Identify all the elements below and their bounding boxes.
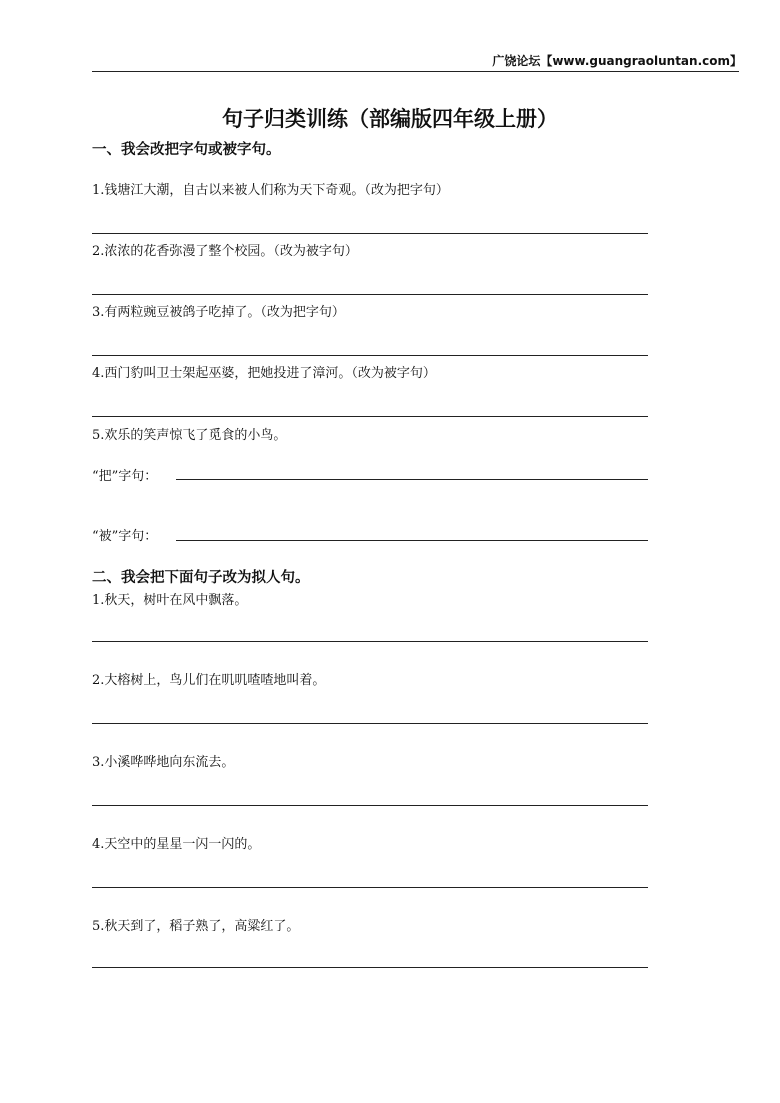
header-site-text: 广饶论坛【www.guangraoluntan.com】 [492, 54, 742, 68]
bei-sentence-answer-line[interactable] [176, 540, 648, 541]
question-1-4: 4.西门豹叫卫士架起巫婆，把她投进了漳河。（改为被字句） [92, 366, 436, 381]
question-2-4: 4.天空中的星星一闪一闪的。 [92, 837, 261, 852]
question-2-2: 2.大榕树上，鸟儿们在叽叽喳喳地叫着。 [92, 673, 326, 688]
header-divider [92, 71, 739, 72]
section-2-heading: 二、我会把下面句子改为拟人句。 [92, 570, 310, 586]
bei-sentence-label: “被”字句： [92, 529, 158, 544]
question-1-1: 1.钱塘江大潮，自古以来被人们称为天下奇观。（改为把字句） [92, 183, 449, 198]
answer-line-2-5[interactable] [92, 967, 648, 968]
ba-sentence-label: “把”字句： [92, 469, 158, 484]
ba-sentence-answer-line[interactable] [176, 479, 648, 480]
question-1-5: 5.欢乐的笑声惊飞了觅食的小鸟。 [92, 428, 287, 443]
answer-line-2-2[interactable] [92, 723, 648, 724]
question-2-3: 3.小溪哗哗地向东流去。 [92, 755, 235, 770]
question-2-5: 5.秋天到了，稻子熟了，高粱红了。 [92, 919, 300, 934]
answer-line-1-4[interactable] [92, 416, 648, 417]
answer-line-2-3[interactable] [92, 805, 648, 806]
question-1-2: 2.浓浓的花香弥漫了整个校园。（改为被字句） [92, 244, 358, 259]
question-2-1: 1.秋天，树叶在风中飘落。 [92, 593, 248, 608]
answer-line-1-1[interactable] [92, 233, 648, 234]
section-1-heading: 一、我会改把字句或被字句。 [92, 142, 281, 158]
answer-line-2-1[interactable] [92, 641, 648, 642]
page-title: 句子归类训练（部编版四年级上册） [222, 107, 558, 131]
answer-line-2-4[interactable] [92, 887, 648, 888]
question-1-3: 3.有两粒豌豆被鸽子吃掉了。（改为把字句） [92, 305, 345, 320]
answer-line-1-2[interactable] [92, 294, 648, 295]
answer-line-1-3[interactable] [92, 355, 648, 356]
